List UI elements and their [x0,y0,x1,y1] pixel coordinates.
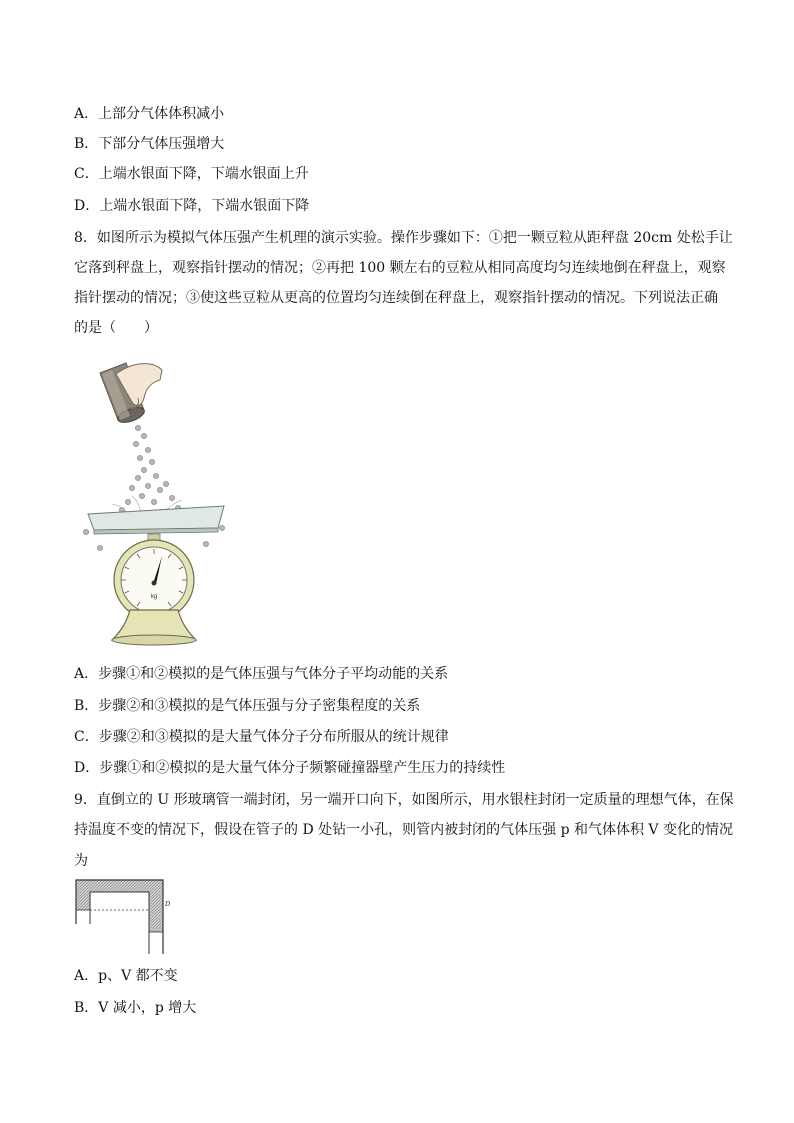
q8-stem-line-2: 它落到秤盘上，观察指针摆动的情况；②再把 100 颗左右的豆粒从相同高度均匀连续地倒在秤盘上，观察 [74,260,726,276]
q7-option-c: C．上端水银面下降，下端水银面上升 [74,166,309,182]
q8-option-b: B．步骤②和③模拟的是气体压强与分子密集程度的关系 [74,698,421,714]
scale-unit-label: kg [150,594,158,600]
q7-option-b: B．下部分气体压强增大 [74,136,225,152]
q8-stem-line-4: 的是（ ） [74,320,158,336]
q7-option-d: D．上端水银面下降，下端水银面下降 [74,198,310,214]
q8-option-a: A．步骤①和②模拟的是气体压强与气体分子平均动能的关系 [74,666,449,682]
q8-option-c: C．步骤②和③模拟的是大量气体分子分布所服从的统计规律 [74,729,449,745]
scale-demo-figure [82,358,230,648]
q7-option-a: A．上部分气体体积减小 [74,106,225,122]
q8-stem-line-1: 8．如图所示为模拟气体压强产生机理的演示实验。操作步骤如下：①把一颗豆粒从距秤盘 20cm 处松手让 [74,230,733,246]
q9-stem-line-2: 持温度不变的情况下，假设在管子的 D 处钻一小孔，则管内被封闭的气体压强 p 和气体体积 V 变化的情况 [74,822,733,838]
point-d-label: D [165,900,171,908]
q8-option-d: D．步骤①和②模拟的是大量气体分子频繁碰撞器壁产生压力的持续性 [74,760,506,776]
q9-option-b: B．V 减小，p 增大 [74,1000,197,1016]
q8-stem-line-3: 指针摆动的情况；③使这些豆粒从更高的位置均匀连续倒在秤盘上，观察指针摆动的情况。下列说法正确 [74,290,718,306]
q9-option-a: A．p、V 都不变 [74,968,178,984]
scale-body [112,540,196,645]
q9-stem-line-3: 为 [74,853,88,869]
u-tube-figure [74,878,184,958]
q9-stem-line-1: 9．直倒立的 U 形玻璃管一端封闭，另一端开口向下，如图所示，用水银柱封闭一定质量的理想气体，在保 [74,792,734,808]
scale-pan [88,506,224,530]
